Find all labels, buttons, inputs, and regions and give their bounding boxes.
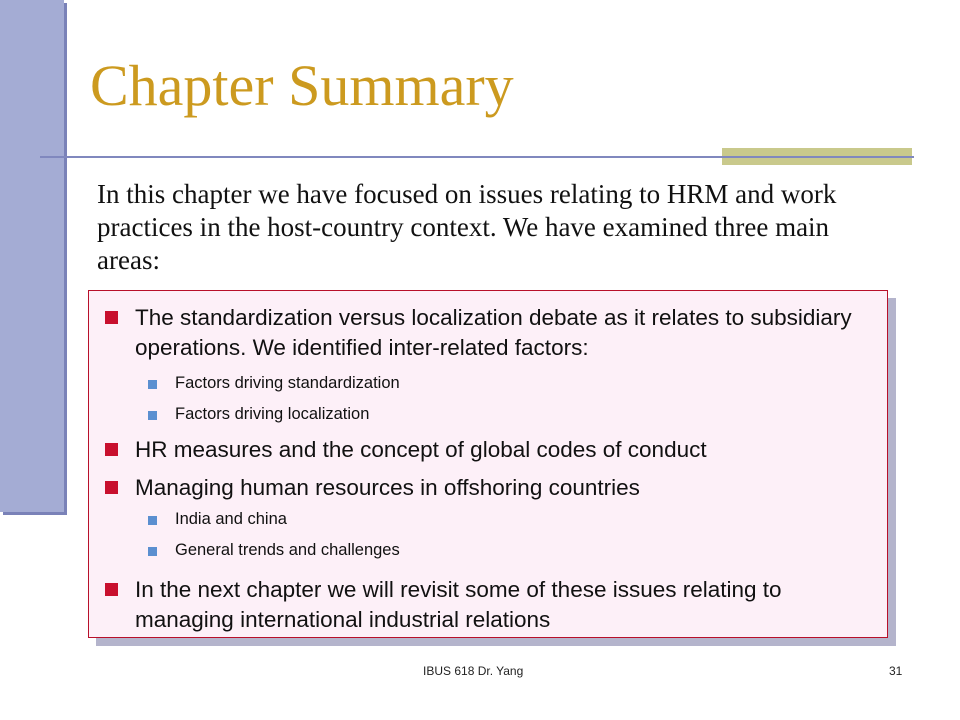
blue-square-bullet-icon: [148, 547, 157, 556]
red-square-bullet-icon: [105, 443, 118, 456]
summary-box: [88, 290, 888, 638]
bullet-offshoring: Managing human resources in offshoring countries: [135, 475, 640, 500]
footer-page-number: 31: [889, 664, 903, 678]
bullet-next-chapter: In the next chapter we will revisit some of these issues relating to managing international industrial relations: [135, 577, 782, 632]
intro-paragraph: In this chapter we have focused on issues relating to HRM and work practices in the host-country context. We have examined three main areas:: [97, 179, 837, 275]
sub-bullet-india-china: India and china: [175, 510, 287, 528]
divider-accent-block: [722, 148, 912, 165]
footer-course-label: IBUS 618 Dr. Yang: [423, 664, 524, 678]
sub-bullet-standardization-factors: Factors driving standardization: [175, 374, 400, 392]
decorative-side-bar: [0, 0, 64, 512]
sub-bullet-localization-factors: Factors driving localization: [175, 405, 370, 423]
bullet-standardization-debate: The standardization versus localization debate as it relates to subsidiary operations. We identified inter-related factors:: [135, 305, 852, 360]
blue-square-bullet-icon: [148, 411, 157, 420]
sub-bullet-trends: General trends and challenges: [175, 541, 400, 559]
blue-square-bullet-icon: [148, 516, 157, 525]
red-square-bullet-icon: [105, 481, 118, 494]
red-square-bullet-icon: [105, 583, 118, 596]
red-square-bullet-icon: [105, 311, 118, 324]
blue-square-bullet-icon: [148, 380, 157, 389]
slide-title: Chapter Summary: [90, 53, 514, 118]
bullet-hr-measures: HR measures and the concept of global codes of conduct: [135, 437, 707, 462]
